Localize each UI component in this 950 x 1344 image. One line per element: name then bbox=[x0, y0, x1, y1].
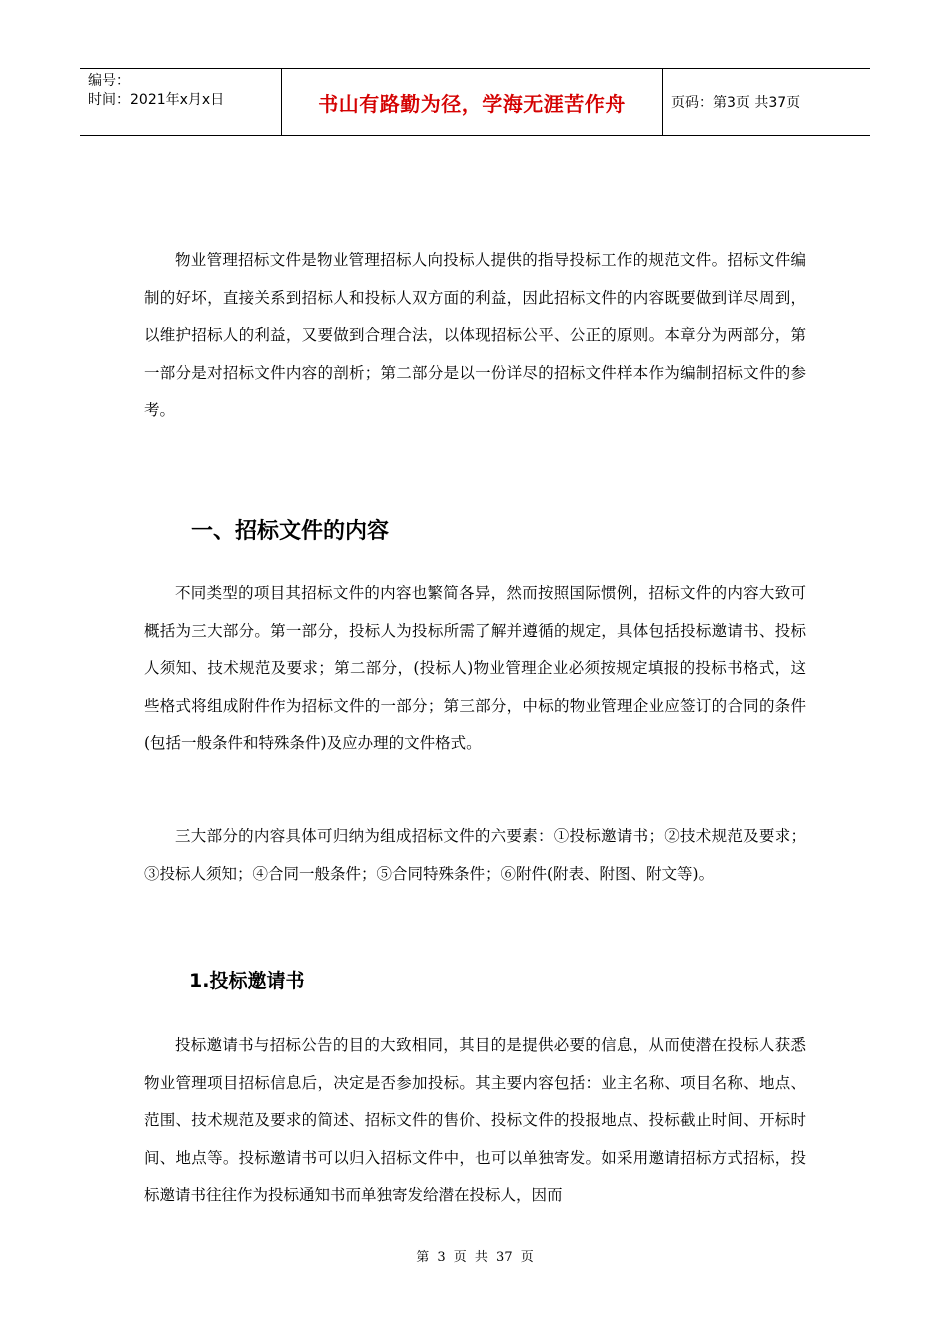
paragraph-intro: 物业管理招标文件是物业管理招标人向投标人提供的指导投标工作的规范文件。招标文件编制的好坏，直接关系到招标人和投标人双方面的利益，因此招标文件的内容既要做到详尽周到，以维护招标人的利益，又要做到合理合法，以体现招标公平、公正的原则。本章分为两部分，第一部分是对招标文件内容的剖析；第二部分是以一份详尽的招标文件样本作为编制招标文件的参考。 bbox=[144, 251, 806, 419]
subsection-heading: 1.投标邀请书 bbox=[189, 970, 305, 992]
section-heading: 一、招标文件的内容 bbox=[191, 519, 390, 544]
paragraph-six-elements: 三大部分的内容具体可归纳为组成招标文件的六要素：①投标邀请书；②技术规范及要求；③投标人须知；④合同一般条件；⑤合同特殊条件；⑥附件(附表、附图、附文等)。 bbox=[144, 827, 806, 883]
document-number-label: 编号： bbox=[88, 73, 130, 89]
header-page-info: 页码：第3页 共37页 bbox=[671, 95, 801, 111]
header-motto: 书山有路勤为径，学海无涯苦作舟 bbox=[281, 69, 663, 135]
paragraph-three-parts: 不同类型的项目其招标文件的内容也繁简各异，然而按照国际惯例，招标文件的内容大致可概括为三大部分。第一部分，投标人为投标所需了解并遵循的规定，具体包括投标邀请书、投标人须知、技术规范及要求；第二部分，(投标人)物业管理企业必须按规定填报的投标书格式，这些格式将组成附件作为招标文件的一部分；第三部分，中标的物业管理企业应签订的合同的条件(包括一般条件和特殊条件)及应办理的文件格式。 bbox=[144, 584, 806, 752]
paragraph-invitation: 投标邀请书与招标公告的目的大致相同，其目的是提供必要的信息，从而使潜在投标人获悉物业管理项目招标信息后，决定是否参加投标。其主要内容包括：业主名称、项目名称、地点、范围、技术规范及要求的简述、招标文件的售价、投标文件的投报地点、投标截止时间、开标时间、地点等。投标邀请书可以归入招标文件中，也可以单独寄发。如采用邀请招标方式招标，投标邀请书往往作为投标通知书而单独寄发给潜在投标人，因而 bbox=[144, 1036, 806, 1204]
header-table bbox=[80, 68, 870, 136]
document-time-label: 时间：2021年x月x日 bbox=[88, 92, 225, 108]
header-meta-cell bbox=[80, 69, 281, 135]
page-footer: 第 3 页 共 37 页 bbox=[416, 1250, 534, 1265]
